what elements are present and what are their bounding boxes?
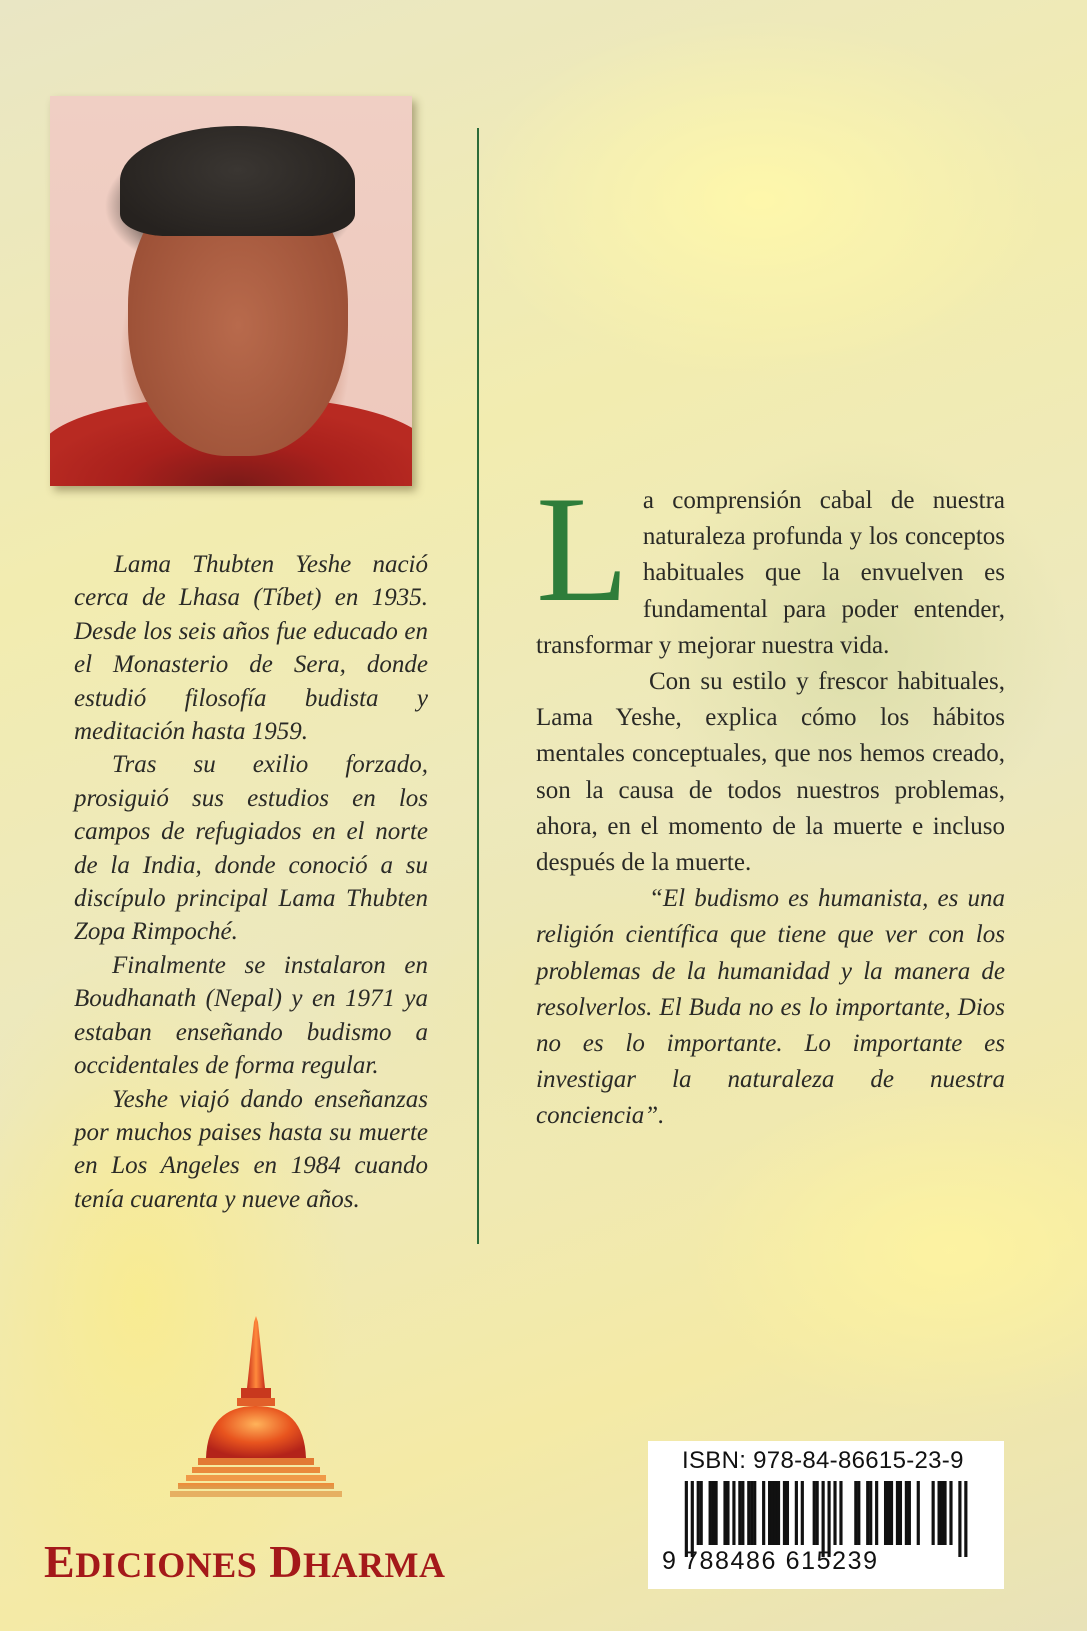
blurb-quote: “El budismo es humanista, es una religión científica que tiene que ver con los problemas de la humanidad y la manera de resolverlos. El Buda no es lo importante, Dios no es lo importante. Lo importante es investigar la naturaleza de nuestra conciencia”.: [536, 885, 1005, 1130]
barcode-bar: [741, 1481, 744, 1545]
barcode-bar: [890, 1481, 893, 1545]
barcode-bar: [813, 1481, 816, 1545]
barcode-bar: [801, 1481, 804, 1545]
barcode-bar: [908, 1481, 911, 1545]
barcode-bar: [949, 1481, 952, 1545]
barcode-bar: [750, 1481, 753, 1545]
author-bio-paragraph: Yeshe viajó dando enseñanzas por muchos paises hasta su muerte en Los Angeles en 1984 cuando tenía cuarenta y nueve años.: [74, 1085, 428, 1213]
barcode-bar: [709, 1481, 712, 1545]
publisher-word: DICIONES: [75, 1545, 258, 1585]
barcode-bar: [723, 1481, 726, 1545]
barcode-bar: [938, 1481, 941, 1545]
isbn-label: ISBN: 978-84-86615-23-9: [682, 1447, 964, 1474]
barcode-bar: [905, 1481, 908, 1545]
author-bio-paragraph: Finalmente se instalaron en Boudhanath (Nepal) y en 1971 ya estaban enseñando budismo a occidentales de forma regular.: [74, 951, 428, 1080]
barcode-bar: [747, 1481, 750, 1545]
barcode-bar: [712, 1481, 715, 1545]
author-bio: [74, 548, 428, 1216]
barcode-bar: [691, 1481, 694, 1557]
barcode-bar: [899, 1481, 902, 1545]
barcode-bar: [896, 1481, 899, 1545]
drop-cap: L: [536, 465, 629, 633]
book-blurb: [536, 465, 1005, 1135]
publisher-initial: D: [269, 1536, 303, 1587]
barcode-bar: [917, 1481, 920, 1545]
barcode-bar: [774, 1481, 777, 1545]
barcode-panel: [648, 1441, 1004, 1589]
blurb-paragraph-2: Con su estilo y frescor habituales, Lama Yeshe, explica cómo los hábitos mentales conceptuales, que nos hemos creado, son la causa de todos nuestros problemas, ahora, en el momento de la muerte e incluso después de la muerte.: [536, 668, 1005, 877]
barcode-bar: [738, 1481, 741, 1545]
barcode-bar: [795, 1481, 798, 1545]
blurb-paragraph-1: [536, 465, 1005, 664]
barcode-bar: [822, 1481, 825, 1557]
barcode-bar: [697, 1481, 700, 1545]
barcode-bar: [887, 1481, 890, 1545]
barcode-bars: [658, 1481, 994, 1557]
barcode-bar: [786, 1481, 789, 1545]
column-divider: [477, 128, 479, 1244]
barcode-bar: [732, 1481, 735, 1545]
author-photo: [50, 96, 412, 486]
barcode-bar: [866, 1481, 869, 1545]
barcode-bar: [777, 1481, 780, 1545]
barcode-bar: [839, 1481, 842, 1545]
barcode-bar: [783, 1481, 786, 1545]
author-photo-hair: [120, 126, 355, 236]
publisher-word: HARMA: [302, 1545, 446, 1585]
barcode-bar: [932, 1481, 935, 1545]
barcode-bar: [685, 1481, 688, 1557]
barcode-bar: [857, 1481, 860, 1545]
author-bio-paragraph: Tras su exilio forzado, prosiguió sus estudios en los campos de refugiados en el norte de la India, donde conoció a su discípulo principal Lama Thubten Zopa Rimpoché.: [74, 751, 428, 946]
barcode-bar: [715, 1481, 718, 1545]
author-bio-paragraph: Lama Thubten Yeshe nació cerca de Lhasa (Tíbet) en 1935. Desde los seis años fue educado en el Monasterio de Sera, donde estudió filosofía budista y meditación hasta 1959.: [74, 551, 428, 746]
barcode-bar: [762, 1481, 765, 1545]
barcode-bar: [943, 1481, 946, 1545]
stupa-logo-icon: [168, 1310, 368, 1530]
barcode-first-digit: 9: [662, 1547, 676, 1575]
barcode-digits: 788486 615239: [684, 1547, 879, 1575]
barcode-bar: [964, 1481, 967, 1557]
blurb-paragraph-1-text: a comprensión cabal de nuestra naturaleza profunda y los conceptos habituales que la envuelven es fundamental para poder entender, transformar y mejorar nuestra vida.: [536, 487, 1005, 659]
barcode-bar: [833, 1481, 836, 1545]
barcode-bar: [940, 1481, 943, 1545]
barcode-bar: [700, 1481, 703, 1545]
barcode-bar: [869, 1481, 872, 1545]
barcode-bar: [854, 1481, 857, 1545]
barcode-bar: [768, 1481, 771, 1545]
barcode-bar: [726, 1481, 729, 1545]
publisher-initial: E: [44, 1536, 76, 1587]
barcode-bar: [771, 1481, 774, 1545]
publisher-name: [44, 1535, 445, 1588]
barcode-bar: [958, 1481, 961, 1557]
barcode-bar: [816, 1481, 819, 1545]
barcode-bar: [875, 1481, 878, 1545]
barcode-bar: [753, 1481, 756, 1545]
barcode-bar: [827, 1481, 830, 1557]
barcode-bar: [884, 1481, 887, 1545]
